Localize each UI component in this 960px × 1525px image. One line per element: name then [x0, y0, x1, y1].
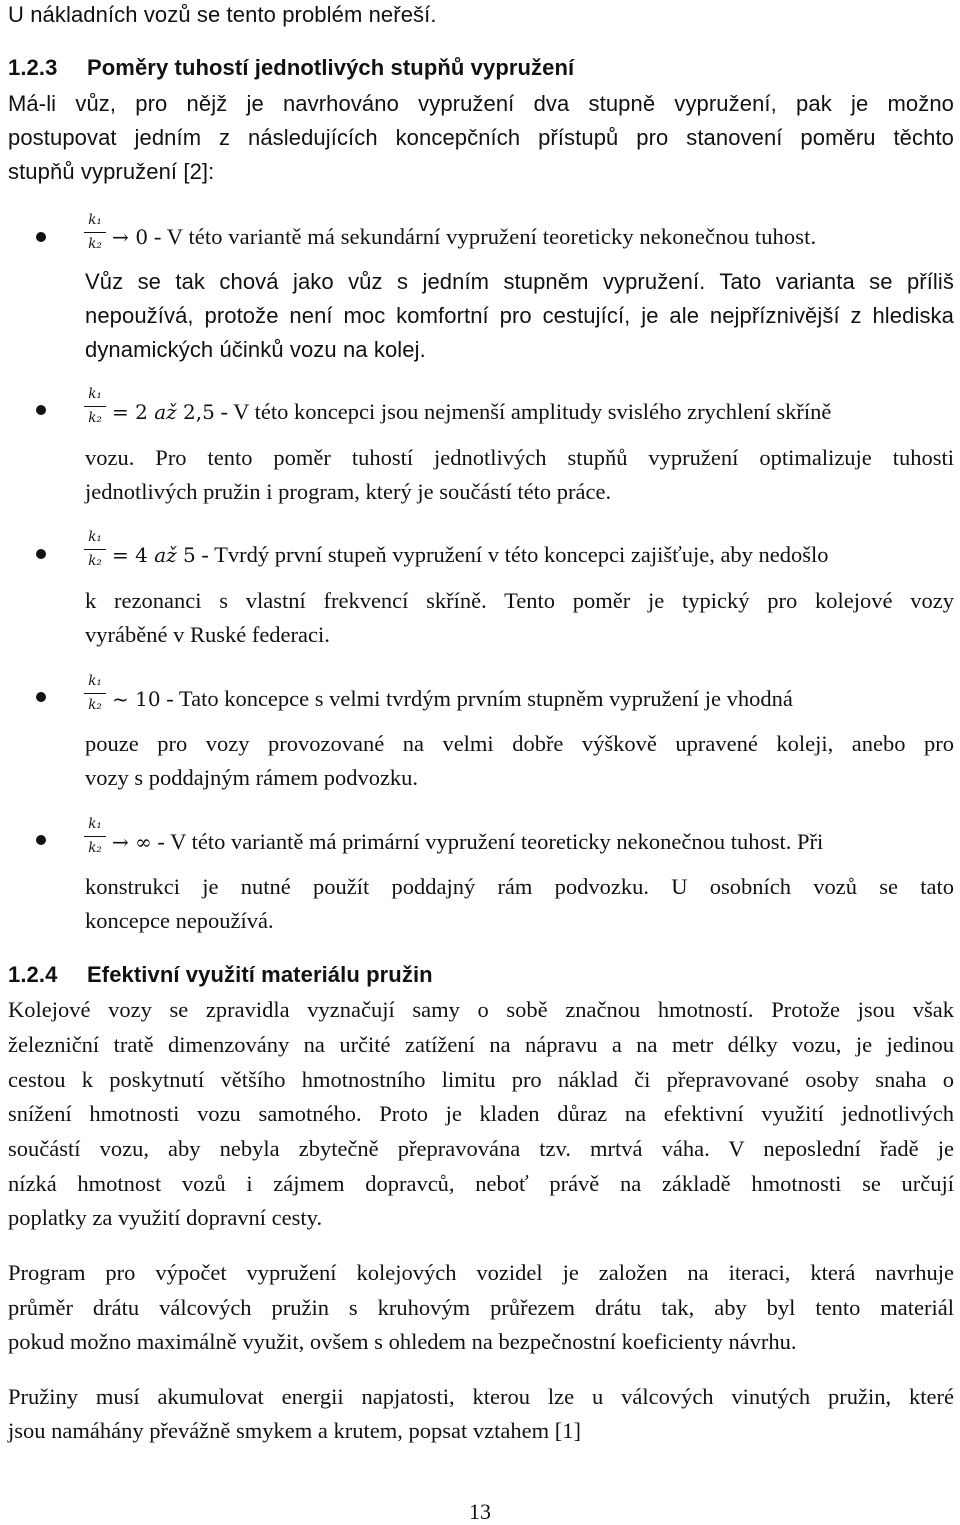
section-123-heading	[8, 57, 954, 79]
bullet-5-text: - V této variantě má primární vypružení teoreticky nekonečnou tuhost. Při	[151, 829, 824, 854]
bullet-1-text: - V této variantě má sekundární vypružení teoreticky nekonečnou tuhost.	[148, 224, 817, 249]
p2-line-1: Program pro výpočet vypružení kolejových vozidel je založen na iteraci, která navrhuje	[8, 1260, 954, 1285]
fraction-numerator: k₁	[88, 673, 102, 689]
bullet-marker	[36, 232, 46, 242]
p3-line-2: jsou namáhány převážně smykem a krutem, popsat vztahem [1]	[8, 1418, 581, 1443]
section-123-number: 1.2.3	[8, 55, 58, 80]
fraction-k1-k2	[84, 675, 106, 712]
p1-line-2: železniční tratě dimenzovány na určité zatížení na nápravu a na metr délky vozu, je jedinou	[8, 1032, 954, 1057]
fraction-bar	[84, 406, 106, 407]
p3-line-1: Pružiny musí akumulovat energii napjatosti, kterou lze u válcových vinutých pružin, které	[8, 1384, 954, 1409]
bullet-1-line-4: dynamických účinků vozu na kolej.	[85, 337, 426, 362]
fraction-bar	[84, 232, 106, 233]
fraction-bar	[84, 549, 106, 550]
bullet-marker	[36, 549, 46, 559]
fraction-numerator: k₁	[88, 529, 102, 545]
bullet-4-text: - Tato koncepce s velmi tvrdým prvním stupněm vypružení je vhodná	[160, 686, 793, 711]
section-124-title: Efektivní využití materiálu pružin	[87, 962, 433, 987]
bullet-5-line-2: konstrukci je nutné použít poddajný rám podvozku. U osobních vozů se tato	[85, 874, 954, 899]
fraction-k1-k2	[84, 214, 106, 251]
bullet-marker	[36, 405, 46, 415]
fraction-numerator: k₁	[88, 212, 102, 228]
bullet-4-line-2: pouze pro vozy provozované na velmi dobře výškově upravené koleji, anebo pro	[85, 731, 954, 756]
fraction-denominator: k₂	[88, 839, 102, 856]
bullet-2-line-3: jednotlivých pružin i program, který je součástí této práce.	[85, 479, 612, 504]
bullet-1-line-3: nepoužívá, protože není moc komfortní pro cestující, je ale nejpříznivější z hlediska	[85, 303, 954, 328]
fraction-k1-k2	[84, 531, 106, 568]
section-124-heading	[8, 964, 954, 986]
fraction-bar	[84, 693, 106, 694]
bullet-3-relation-b: až	[154, 543, 177, 567]
bullet-4-relation: ~ 10	[112, 687, 161, 711]
intro-line-1: Má-li vůz, pro nějž je navrhováno vypružení dva stupně vypružení, pak je možno	[8, 91, 954, 116]
page-number: 13	[469, 1499, 491, 1524]
p2-line-2: průměr drátu válcových pružin s kruhovým průřezem drátu tak, aby byl tento materiál	[8, 1295, 954, 1320]
bullet-3-relation-c: 5	[176, 543, 196, 567]
bullet-3-line-3: vyráběné v Ruské federaci.	[85, 622, 330, 647]
bullet-1-line-2: Vůz se tak chová jako vůz s jedním stupněm vypružení. Tato varianta se příliš	[85, 269, 954, 294]
fraction-denominator: k₂	[88, 235, 102, 252]
bullet-2-text: - V této koncepci jsou nejmenší amplitudy svislého zrychlení skříně	[214, 399, 832, 424]
p1-line-4: snížení hmotnosti vozu samotného. Proto je kladen důraz na efektivní využití jednotlivých	[8, 1101, 954, 1126]
bullet-2-relation-a: = 2	[112, 400, 155, 424]
bullet-4-first-line	[112, 688, 793, 711]
bullet-2-first-line	[112, 401, 831, 424]
bullet-5-line-3: koncepce nepoužívá.	[85, 908, 274, 933]
bullet-marker	[36, 835, 46, 845]
p1-line-7: poplatky za využití dopravní cesty.	[8, 1205, 323, 1230]
bullet-3-first-line	[112, 544, 829, 567]
fraction-bar	[84, 836, 106, 837]
p2-line-3: pokud možno maximálně využit, ovšem s ohledem na bezpečnostní koeficienty návrhu.	[8, 1329, 797, 1354]
continuation-line: U nákladních vozů se tento problém neřeší.	[8, 2, 437, 27]
bullet-1-relation: → 0	[112, 225, 149, 249]
bullet-1-first-line	[112, 226, 816, 249]
bullet-2-relation-c: 2,5	[176, 400, 215, 424]
bullet-5-relation: → ∞	[112, 830, 152, 854]
fraction-denominator: k₂	[88, 696, 102, 713]
intro-line-2: postupovat jedním z následujících koncepčních přístupů pro stanovení poměru těchto	[8, 125, 954, 150]
fraction-numerator: k₁	[88, 386, 102, 402]
p1-line-1: Kolejové vozy se zpravidla vyznačují samy o sobě značnou hmotností. Protože jsou však	[8, 997, 954, 1022]
bullet-3-line-2: k rezonanci s vlastní frekvencí skříně. Tento poměr je typický pro kolejové vozy	[85, 588, 954, 613]
p1-line-3: cestou k poskytnutí většího hmotnostního limitu pro náklad či přepravované osoby snaha o	[8, 1067, 954, 1092]
p1-line-6: nízká hmotnost vozů i zájmem dopravců, neboť právě na základě hmotnosti se určují	[8, 1171, 954, 1196]
fraction-k1-k2	[84, 388, 106, 425]
section-124-number: 1.2.4	[8, 962, 58, 987]
fraction-k1-k2	[84, 818, 106, 855]
fraction-denominator: k₂	[88, 552, 102, 569]
bullet-5-first-line	[112, 831, 823, 854]
intro-line-3: stupňů vypružení [2]:	[8, 159, 215, 184]
bullet-2-relation-b: až	[154, 400, 177, 424]
bullet-marker	[36, 692, 46, 702]
section-123-title: Poměry tuhostí jednotlivých stupňů vypružení	[87, 55, 575, 80]
bullet-2-line-2: vozu. Pro tento poměr tuhostí jednotlivých stupňů vypružení optimalizuje tuhosti	[85, 445, 954, 470]
bullet-3-text: - Tvrdý první stupeň vypružení v této koncepci zajišťuje, aby nedošlo	[195, 542, 829, 567]
p1-line-5: součástí vozu, aby nebyla zbytečně přepravována tzv. mrtvá váha. V neposlední řadě je	[8, 1136, 954, 1161]
fraction-denominator: k₂	[88, 409, 102, 426]
fraction-numerator: k₁	[88, 816, 102, 832]
bullet-4-line-3: vozy s poddajným rámem podvozku.	[85, 765, 419, 790]
bullet-3-relation-a: = 4	[112, 543, 155, 567]
